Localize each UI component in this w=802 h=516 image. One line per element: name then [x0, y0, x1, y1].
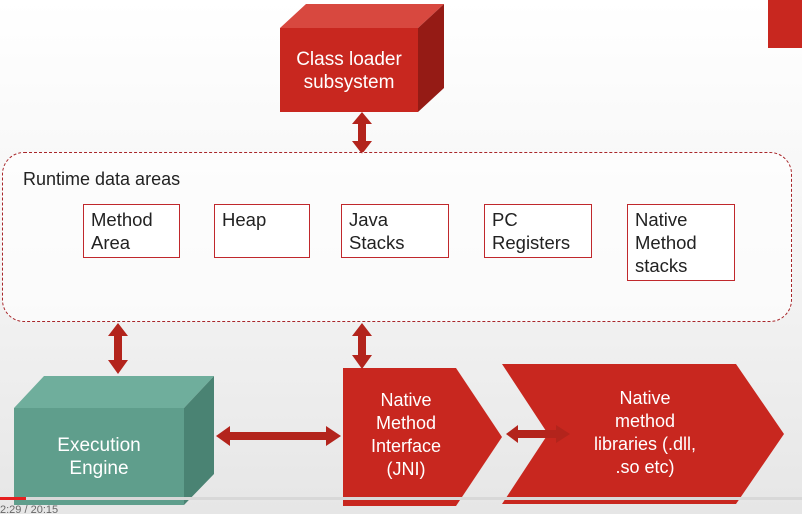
video-progress-fill	[0, 497, 26, 500]
runtime-data-areas-title: Runtime data areas	[23, 169, 181, 189]
arrow-classloader-runtime	[352, 112, 372, 154]
execution-engine-label: Execution Engine	[57, 435, 141, 479]
native-libraries-label: Native method libraries (.dll, .so etc)	[593, 388, 697, 477]
arrow-runtime-interface	[352, 323, 372, 369]
heap-box: Heap	[214, 204, 310, 258]
native-method-stacks-box: Native Method stacks	[627, 204, 735, 281]
pc-registers-box: PC Registers	[484, 204, 592, 258]
java-stacks-box: Java Stacks	[341, 204, 449, 258]
class-loader-label: Class loader subsystem	[296, 49, 402, 93]
video-timecode: 2:29 / 20:15	[0, 504, 59, 516]
method-area-box: Method Area	[83, 204, 180, 258]
native-interface-label: Native Method Interface (JNI)	[370, 390, 442, 479]
arrow-execution-interface	[216, 426, 341, 446]
arrow-runtime-execution	[108, 323, 128, 374]
video-progress-bar[interactable]	[0, 497, 802, 500]
